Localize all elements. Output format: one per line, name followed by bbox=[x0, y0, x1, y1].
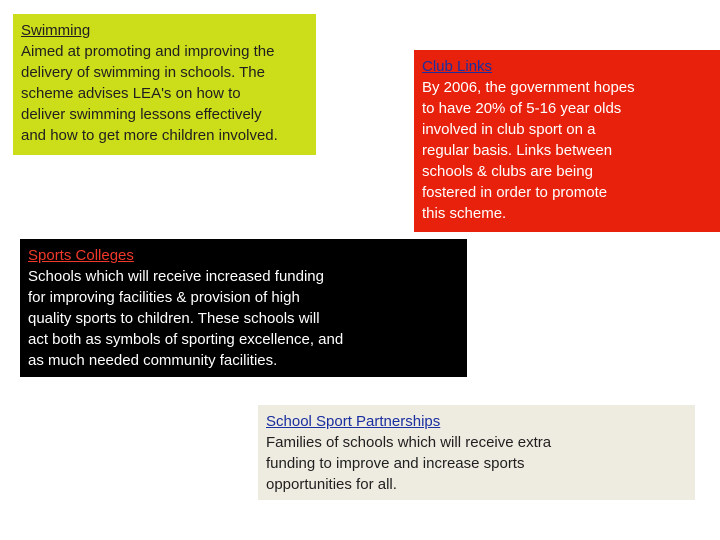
sports-colleges-title[interactable]: Sports Colleges bbox=[28, 247, 134, 264]
club-links-box bbox=[414, 50, 720, 232]
sports-colleges-text: Schools which will receive increased funding for improving facilities & provision of high quality sports to children. These schools will act both as symbols of sporting excellence, and as much needed community facilities. bbox=[28, 268, 344, 369]
sports-colleges-box bbox=[20, 239, 467, 377]
club-links-text: By 2006, the government hopes to have 20% of 5-16 year olds involved in club sport on a regular basis. Links between schools & clubs are being fostered in order to promote this scheme. bbox=[422, 79, 635, 222]
swimming-box bbox=[13, 14, 316, 155]
school-sport-partnerships-title[interactable]: School Sport Partnerships bbox=[266, 413, 441, 430]
swimming-text: Aimed at promoting and improving the delivery of swimming in schools. The scheme advises LEA's on how to deliver swimming lessons effectively and how to get more children involved. bbox=[21, 43, 278, 144]
swimming-title[interactable]: Swimming bbox=[21, 22, 91, 39]
school-sport-partnerships-text: Families of schools which will receive extra funding to improve and increase sports opportunities for all. bbox=[266, 434, 552, 493]
club-links-title[interactable]: Club Links bbox=[422, 58, 493, 75]
school-sport-partnerships-box bbox=[258, 405, 695, 500]
